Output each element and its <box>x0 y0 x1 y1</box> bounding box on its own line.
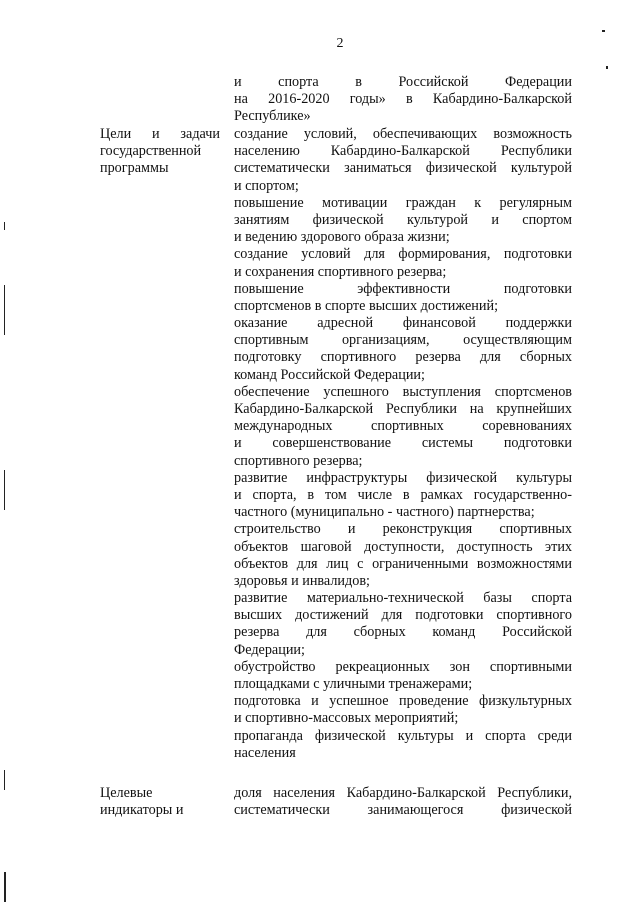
text-line: высших достижений для подготовки спортивного <box>234 607 572 624</box>
text-line: спортивным организациям, осуществляющим <box>234 332 572 349</box>
text-line: подготовка и успешное проведение физкультурных <box>234 693 572 710</box>
text-line: развитие материально-технической базы спорта <box>234 590 572 607</box>
scan-mark <box>602 30 605 32</box>
text-line: и ведению здорового образа жизни; <box>234 229 450 246</box>
text-line: пропаганда физической культуры и спорта среди <box>234 727 572 744</box>
text-line: систематически заниматься физической культурой <box>234 160 572 177</box>
text-line: обеспечение успешного выступления спортсменов <box>234 383 572 400</box>
text-line: оказание адресной финансовой поддержки <box>234 315 572 332</box>
text-line: и спортивно-массовых мероприятий; <box>234 710 459 727</box>
scan-mark <box>4 285 5 335</box>
label-line: Целевые <box>100 785 153 801</box>
goals-content <box>234 126 572 762</box>
text-line: международных спортивных соревнованиях <box>234 418 572 435</box>
text-line: доля населения Кабардино-Балкарской Республики, <box>234 785 572 801</box>
text-line: площадками с уличными тренажерами; <box>234 676 473 692</box>
text-line: повышение мотивации граждан к регулярным <box>234 194 572 211</box>
text-line: создание условий для формирования, подготовки <box>234 246 572 263</box>
text-line: и спортом; <box>234 177 299 194</box>
text-line: резерва для сборных команд Российской <box>234 624 572 641</box>
indicators-label <box>100 785 220 819</box>
indicators-content <box>234 785 572 819</box>
scan-mark <box>606 66 608 69</box>
label-line: индикаторы и <box>100 802 184 819</box>
text-line: и спорта, в том числе в рамках государственно- <box>234 486 572 503</box>
page-number: 2 <box>336 36 344 51</box>
text-line: Республике» <box>234 108 311 125</box>
text-line: подготовку спортивного резерва для сборных <box>234 349 572 366</box>
text-line: населению Кабардино-Балкарской Республики <box>234 143 572 160</box>
text-line: создание условий, обеспечивающих возможность <box>234 126 572 142</box>
text-line: обустройство рекреационных зон спортивными <box>234 658 572 675</box>
text-line: частного (муниципально - частного) партнерства; <box>234 504 535 521</box>
text-line: развитие инфраструктуры физической культуры <box>234 469 572 486</box>
text-line: спортсменов в спорте высших достижений; <box>234 297 499 314</box>
scan-mark <box>4 770 5 790</box>
text-line: повышение эффективности подготовки <box>234 280 572 297</box>
text-line: объектов для лиц с ограниченными возможностями <box>234 555 572 572</box>
label-line: программы <box>100 160 169 177</box>
text-line: строительство и реконструкция спортивных <box>234 521 572 538</box>
text-line: систематически занимающегося физической <box>234 802 572 819</box>
text-line: объектов шаговой доступности, доступность этих <box>234 538 572 555</box>
goals-label <box>100 126 220 178</box>
text-line: и сохранения спортивного резерва; <box>234 263 447 280</box>
text-line: и спорта в Российской Федерации <box>234 74 572 90</box>
scan-mark <box>4 872 6 902</box>
text-line: на 2016-2020 годы» в Кабардино-Балкарской <box>234 91 572 108</box>
text-line: населения <box>234 744 296 761</box>
text-line: Федерации; <box>234 641 305 658</box>
text-line: спортивного резерва; <box>234 452 363 469</box>
top-continuation <box>234 74 572 126</box>
text-line: и совершенствование системы подготовки <box>234 435 572 452</box>
label-line: государственной <box>100 143 202 160</box>
scan-mark <box>4 222 5 230</box>
label-line: Цели и задачи <box>100 126 220 142</box>
text-line: Кабардино-Балкарской Республики на крупнейших <box>234 401 572 417</box>
text-line: команд Российской Федерации; <box>234 366 425 383</box>
text-line: занятиям физической культурой и спортом <box>234 211 572 228</box>
scan-mark <box>4 470 5 510</box>
text-line: здоровья и инвалидов; <box>234 572 370 589</box>
